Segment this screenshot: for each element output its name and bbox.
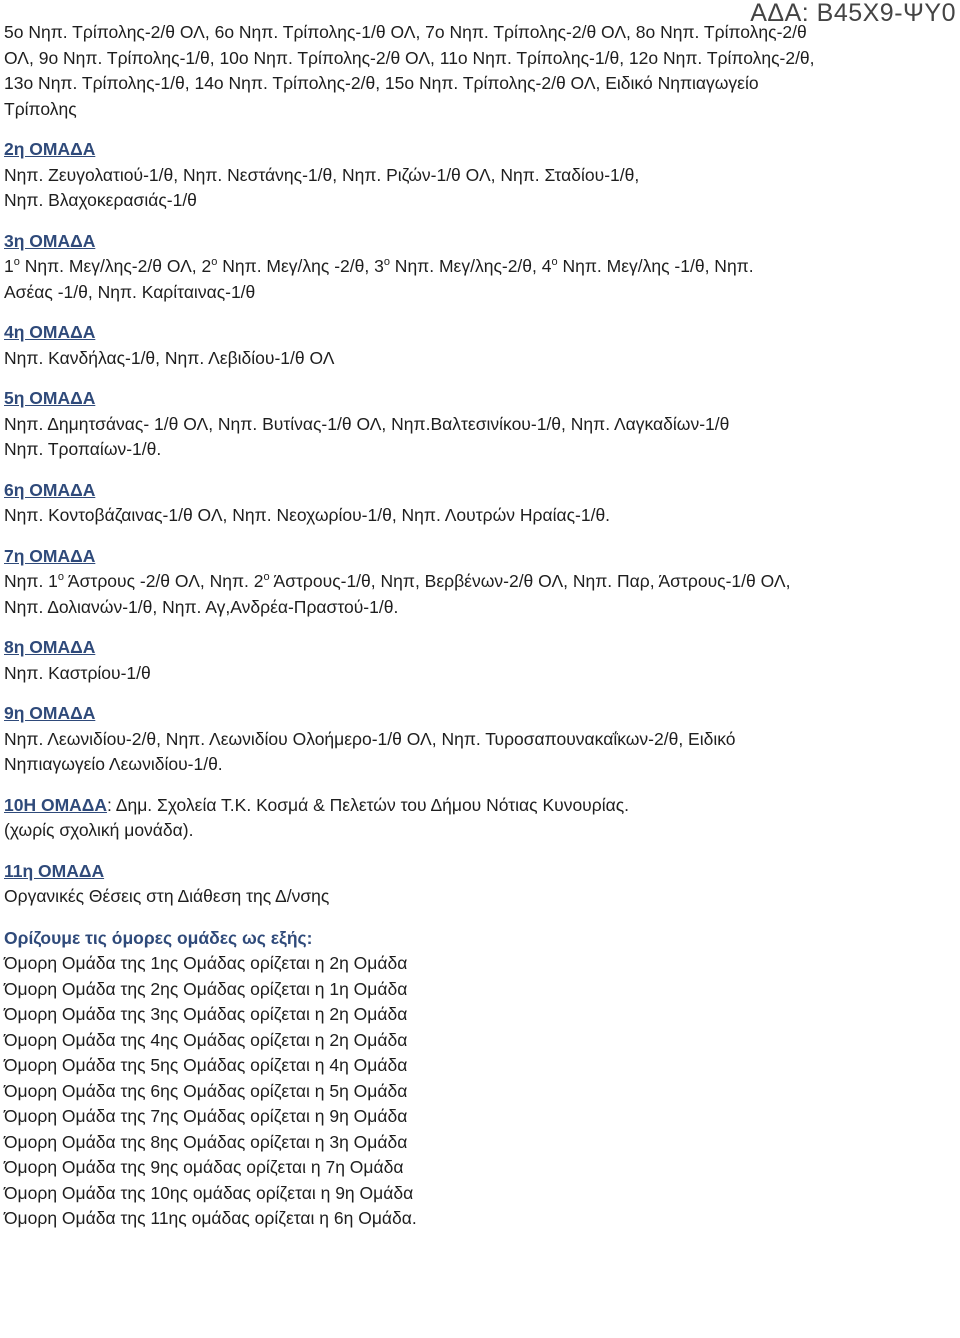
ordinal-sup: ο bbox=[211, 256, 218, 268]
group-line: Νηπ. Κοντοβάζαινας-1/θ ΟΛ, Νηπ. Νεοχωρίου-1/θ, Νηπ. Λουτρών Ηραίας-1/θ. bbox=[4, 505, 611, 525]
intro-line: Τρίπολης bbox=[4, 98, 77, 119]
group-heading: 4η ΟΜΑΔΑ bbox=[4, 322, 96, 342]
group-line: Νηπ. Βλαχοκερασιάς-1/θ bbox=[4, 190, 197, 210]
group-heading: 2η ΟΜΑΔΑ bbox=[4, 139, 96, 159]
intro-line: 5ο Νηπ. Τρίπολης-2/θ ΟΛ, 6ο Νηπ. Τρίπολης-1/θ ΟΛ, 7ο Νηπ. Τρίπολης-2/θ ΟΛ, 8ο Νηπ. Τρίπολης-2/θ bbox=[4, 22, 807, 42]
rule-item: Όμορη Ομάδα της 6ης Ομάδας ορίζεται η 5η Ομάδα bbox=[4, 1080, 408, 1101]
intro-line: 13ο Νηπ. Τρίπολης-1/θ, 14ο Νηπ. Τρίπολης-2/θ, 15ο Νηπ. Τρίπολης-2/θ ΟΛ, Ειδικό Νηπιαγωγείο bbox=[4, 73, 759, 93]
group-heading: 10Η ΟΜΑΔΑ bbox=[4, 794, 108, 815]
rule-item: Όμορη Ομάδα της 3ης Ομάδας ορίζεται η 2η Ομάδα bbox=[4, 1004, 408, 1024]
document-body bbox=[4, 20, 954, 1232]
group-2 bbox=[4, 137, 954, 214]
text-part: Νηπ. Μεγ/λης-2/θ ΟΛ, 2 bbox=[19, 256, 212, 276]
text-part: Άστρους -2/θ ΟΛ, Νηπ. 2 bbox=[64, 571, 264, 591]
ordinal-sup: ο bbox=[57, 571, 65, 583]
rule-item: Όμορη Ομάδα της 9ης ομάδας ορίζεται η 7η Ομάδα bbox=[4, 1157, 404, 1177]
group-line: Οργανικές Θέσεις στη Διάθεση της Δ/νσης bbox=[4, 886, 330, 906]
group-line: (χωρίς σχολική μονάδα). bbox=[4, 820, 194, 840]
rule-item: Όμορη Ομάδα της 5ης Ομάδας ορίζεται η 4η Ομάδα bbox=[4, 1055, 408, 1075]
group-heading: 3η ΟΜΑΔΑ bbox=[4, 230, 96, 251]
group-11 bbox=[4, 859, 954, 910]
adjacent-groups-rules bbox=[4, 926, 954, 1232]
rule-item: Όμορη Ομάδα της 1ης Ομάδας ορίζεται η 2η Ομάδα bbox=[4, 953, 408, 973]
group-inline-text: : Δημ. Σχολεία Τ.Κ. Κοσμά & Πελετών του Δήμου Νότιας Κυνουρίας. bbox=[107, 794, 630, 815]
text-part: 1 bbox=[4, 256, 14, 276]
group-4 bbox=[4, 320, 954, 371]
group-5 bbox=[4, 386, 954, 463]
group-line: Νηπ. Ζευγολατιού-1/θ, Νηπ. Νεστάνης-1/θ, Νηπ. Ριζών-1/θ ΟΛ, Νηπ. Σταδίου-1/θ, bbox=[4, 164, 640, 185]
group-3 bbox=[4, 229, 954, 306]
rule-item: Όμορη Ομάδα της 7ης Ομάδας ορίζεται η 9η Ομάδα bbox=[4, 1106, 408, 1126]
group-line: Νηπ. Καστρίου-1/θ bbox=[4, 662, 151, 683]
group-line: Νηπ. Δολιανών-1/θ, Νηπ. Αγ,Ανδρέα-Πραστού-1/θ. bbox=[4, 596, 399, 617]
intro-block bbox=[4, 20, 954, 122]
text-part: Άστρους-1/θ, Νηπ, Βερβένων-2/θ ΟΛ, Νηπ. Παρ, Άστρους-1/θ ΟΛ, bbox=[269, 571, 791, 591]
rule-item: Όμορη Ομάδα της 10ης ομάδας ορίζεται η 9η Ομάδα bbox=[4, 1182, 414, 1203]
text-part: Νηπ. Μεγ/λης -2/θ, 3 bbox=[217, 256, 384, 276]
group-line: Νηπ. Δημητσάνας- 1/θ ΟΛ, Νηπ. Βυτίνας-1/θ ΟΛ, Νηπ.Βαλτεσινίκου-1/θ, Νηπ. Λαγκαδίων-1/θ bbox=[4, 413, 730, 434]
rule-item: Όμορη Ομάδα της 4ης Ομάδας ορίζεται η 2η Ομάδα bbox=[4, 1029, 408, 1050]
rules-title: Ορίζουμε τις όμορες ομάδες ως εξής: bbox=[4, 927, 313, 948]
ordinal-sup: ο bbox=[263, 571, 270, 583]
ordinal-sup: ο bbox=[383, 256, 390, 268]
group-10 bbox=[4, 793, 954, 844]
group-line: Νηπ. Τροπαίων-1/θ. bbox=[4, 439, 162, 459]
text-part: Νηπ. Μεγ/λης-2/θ, 4 bbox=[389, 256, 552, 276]
group-heading: 7η ΟΜΑΔΑ bbox=[4, 545, 96, 566]
ordinal-sup: ο bbox=[551, 256, 558, 268]
text-part: Νηπ. 1 bbox=[4, 571, 58, 591]
group-line bbox=[4, 569, 954, 595]
group-9 bbox=[4, 701, 954, 778]
group-6 bbox=[4, 478, 954, 529]
group-heading: 11η ΟΜΑΔΑ bbox=[4, 860, 105, 881]
group-heading: 8η ΟΜΑΔΑ bbox=[4, 637, 96, 657]
text-part: Νηπ. Μεγ/λης -1/θ, Νηπ. bbox=[557, 256, 754, 276]
group-line: Νηπ. Λεωνιδίου-2/θ, Νηπ. Λεωνιδίου Ολοήμερο-1/θ ΟΛ, Νηπ. Τυροσαπουνακαΐκων-2/θ, Ειδικό bbox=[4, 728, 736, 749]
group-heading: 9η ΟΜΑΔΑ bbox=[4, 703, 96, 723]
group-heading: 5η ΟΜΑΔΑ bbox=[4, 388, 96, 408]
rule-item: Όμορη Ομάδα της 8ης Ομάδας ορίζεται η 3η Ομάδα bbox=[4, 1131, 408, 1152]
group-heading: 6η ΟΜΑΔΑ bbox=[4, 479, 96, 500]
group-line bbox=[4, 254, 954, 280]
group-line: Νηπ. Κανδήλας-1/θ, Νηπ. Λεβιδίου-1/θ ΟΛ bbox=[4, 347, 335, 368]
group-line: Νηπιαγωγείο Λεωνιδίου-1/θ. bbox=[4, 754, 223, 774]
group-line bbox=[4, 793, 954, 819]
document-ada-watermark: ΑΔΑ: Β45Χ9-ΨΥ0 bbox=[750, 0, 956, 27]
group-7 bbox=[4, 544, 954, 621]
rule-item: Όμορη Ομάδα της 2ης Ομάδας ορίζεται η 1η Ομάδα bbox=[4, 978, 408, 999]
group-8 bbox=[4, 635, 954, 686]
rule-item: Όμορη Ομάδα της 11ης ομάδας ορίζεται η 6η Ομάδα. bbox=[4, 1208, 417, 1228]
group-line: Ασέας -1/θ, Νηπ. Καρίταινας-1/θ bbox=[4, 281, 256, 302]
intro-line: ΟΛ, 9ο Νηπ. Τρίπολης-1/θ, 10ο Νηπ. Τρίπολης-2/θ ΟΛ, 11ο Νηπ. Τρίπολης-1/θ, 12ο Νηπ. Τρίπολης-2/θ, bbox=[4, 47, 815, 68]
ordinal-sup: ο bbox=[13, 256, 20, 268]
